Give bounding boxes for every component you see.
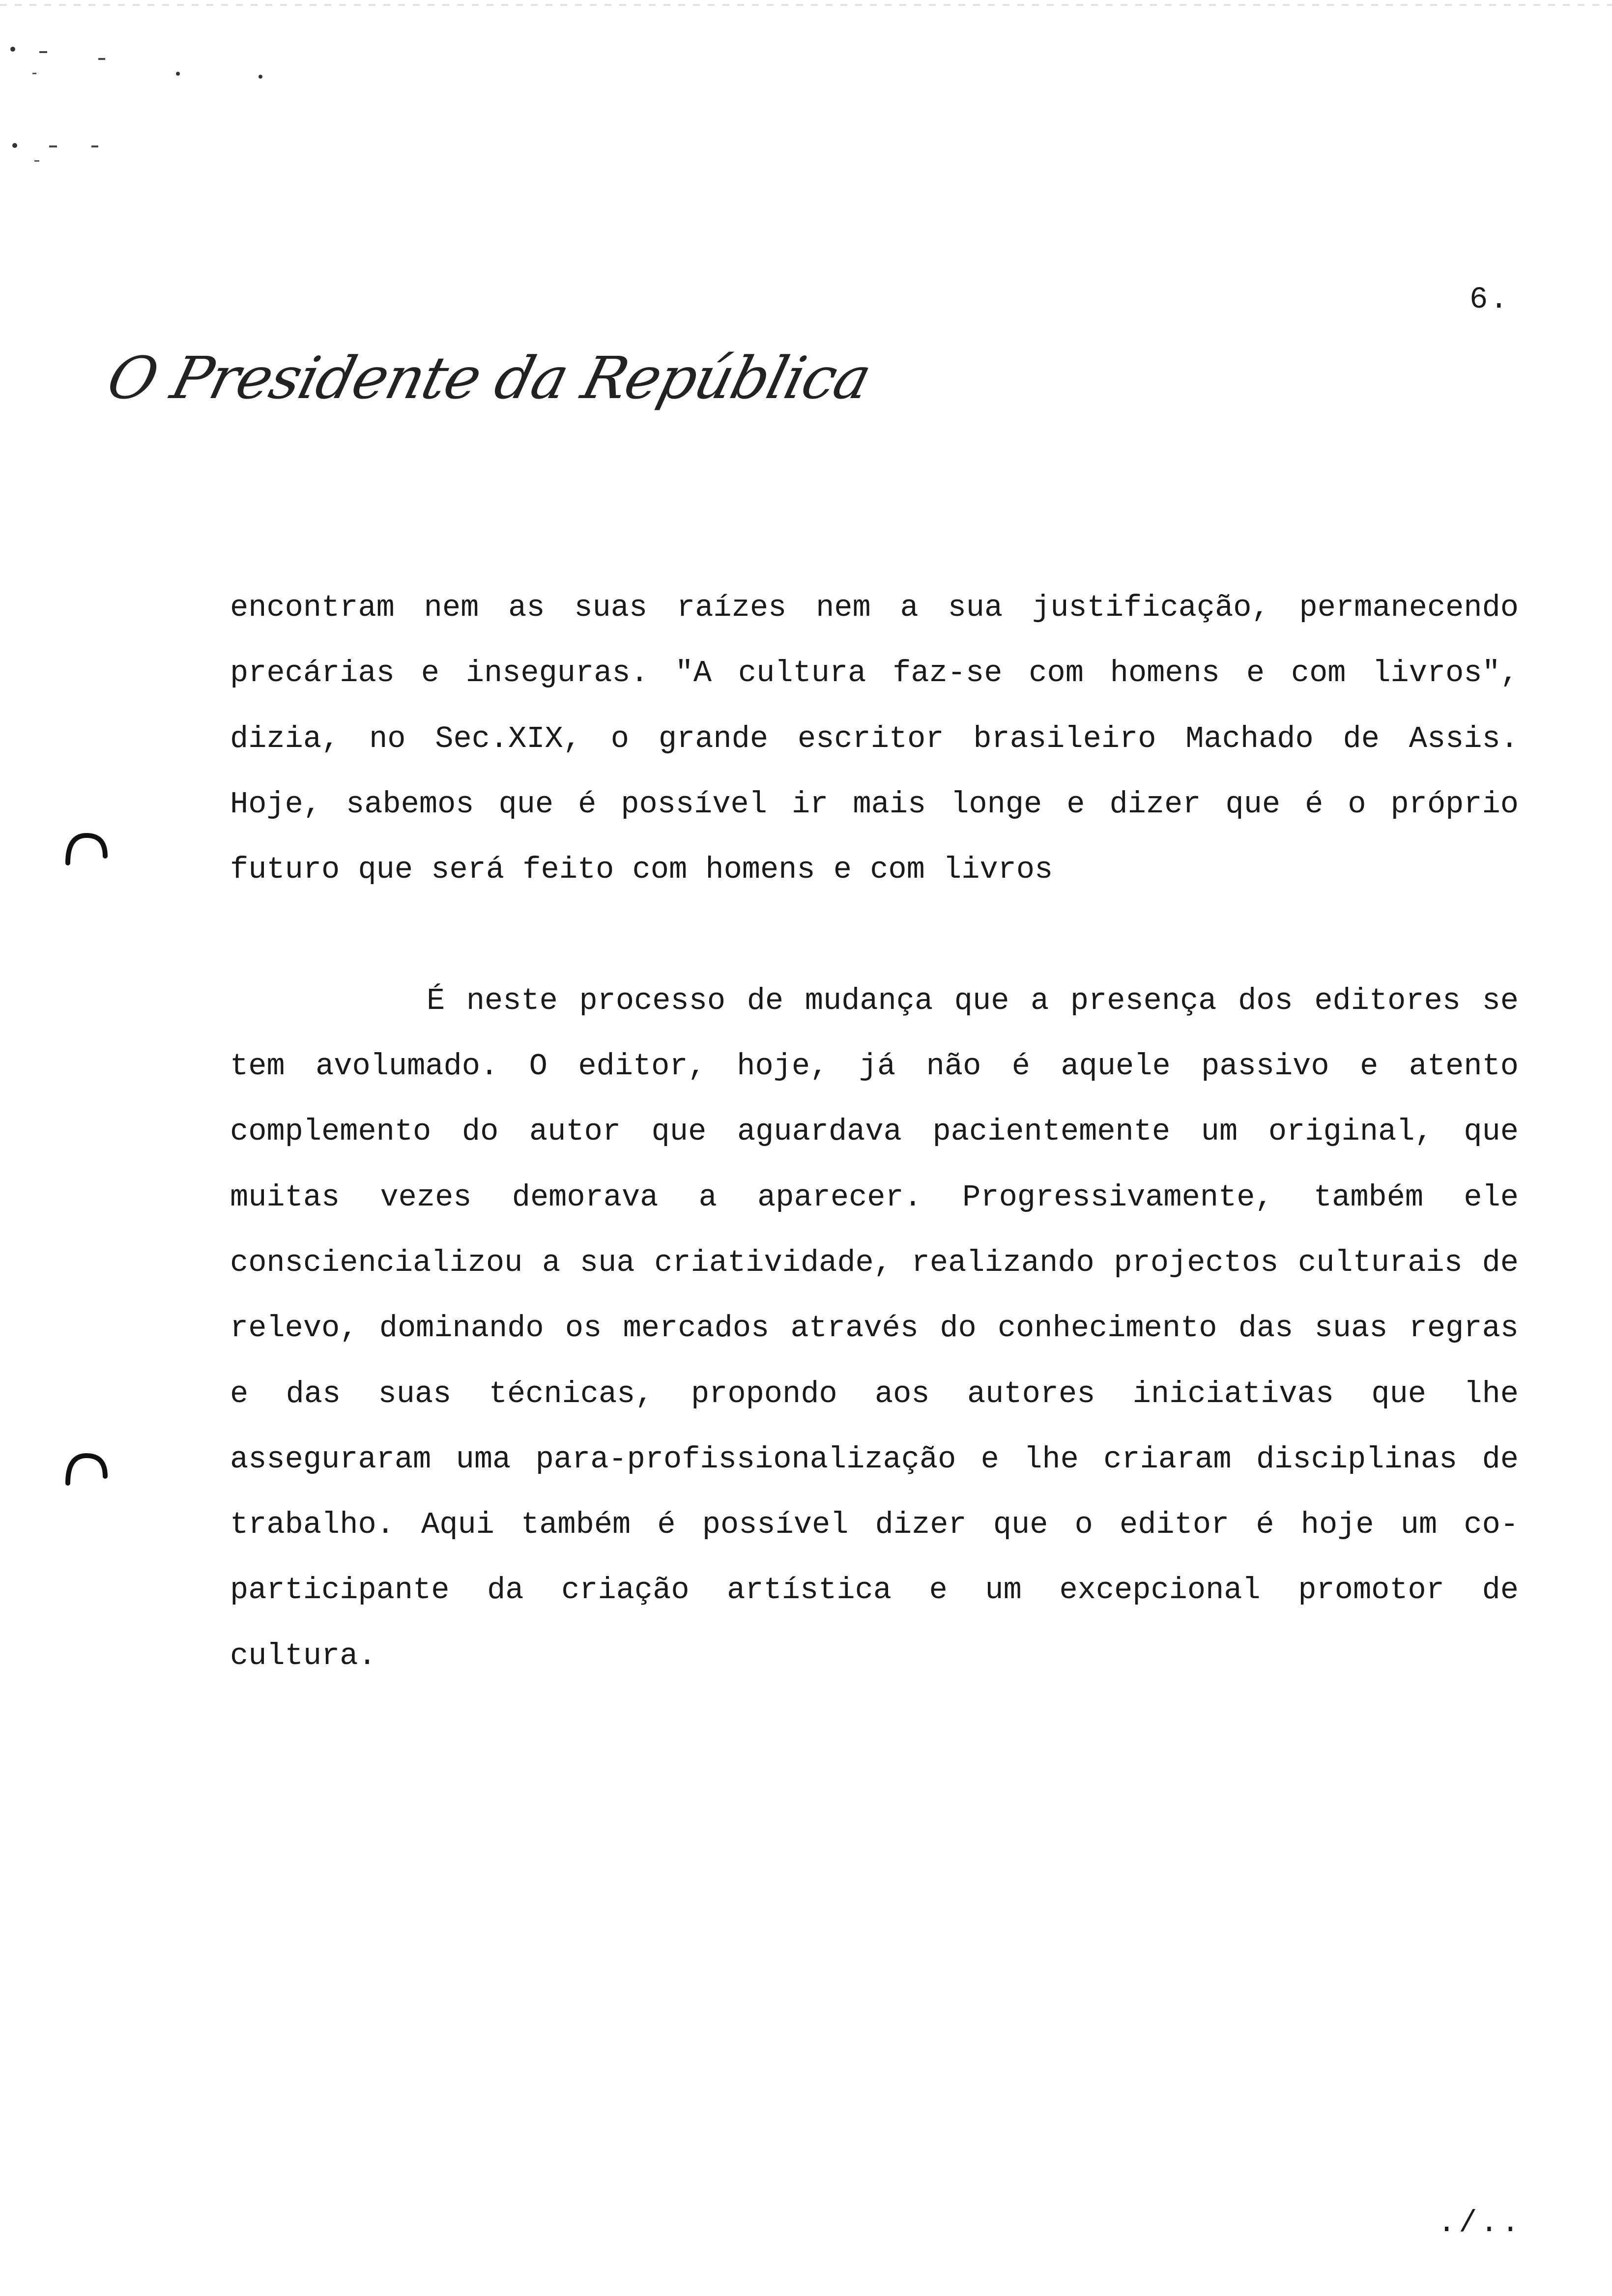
paragraph-spacer [230, 902, 1519, 968]
continuation-mark: ./.. [1438, 2206, 1523, 2240]
document-body [230, 575, 1519, 1689]
punch-hole-mark [64, 1449, 109, 1494]
punch-hole-mark [64, 829, 109, 874]
paragraph: É neste processo de mudança que a presença dos editores se tem avolumado. O editor, hoje, já não é aquele passivo e atento complemento do autor que aguardava pacientemente um original, que muitas vezes demorava a aparecer. Progressivamente, também ele consciencializou a sua criatividade, realizando projectos culturais de relevo, dominando os mercados através do conhecimento das suas regras e das suas técnicas, propondo aos autores iniciativas que lhe asseguraram uma para-profissionalização e lhe criaram disciplinas de trabalho. Aqui também é possível dizer que o editor é hoje um co-participante da criação artística e um excepcional promotor de cultura. [230, 983, 1519, 1673]
scan-specks [0, 0, 305, 177]
letterhead: O Presidente da República [101, 344, 877, 412]
paragraph: encontram nem as suas raízes nem a sua justificação, permanecendo precárias e inseguras. "A cultura faz-se com homens e com livros", dizia, no Sec.XIX, o grande escritor brasileiro Machado de Assis. Hoje, sabemos que é possível ir mais longe e dizer que é o próprio futuro que será feito com homens e com livros [230, 590, 1519, 888]
page-number: 6. [1469, 282, 1510, 317]
